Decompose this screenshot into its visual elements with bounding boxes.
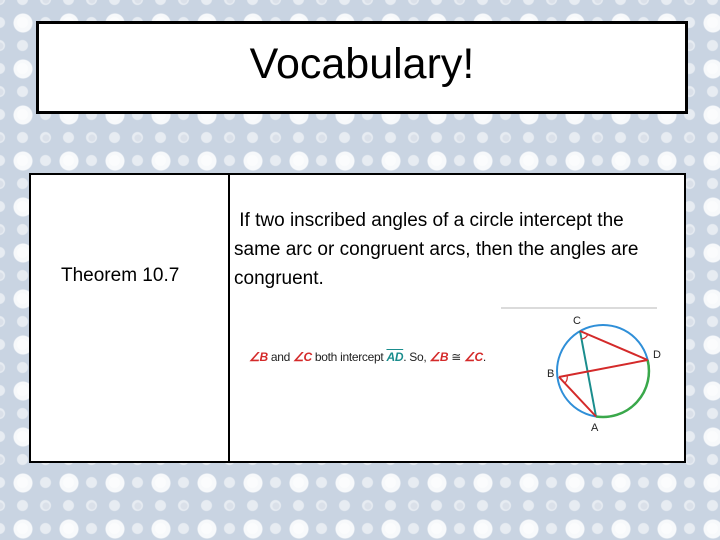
period: .: [482, 350, 486, 364]
angle-b: ∠B: [249, 350, 268, 364]
and-text: and: [267, 350, 294, 364]
theorem-definition: If two inscribed angles of a circle intercept the same arc or congruent arcs, then the angles are congruent.: [234, 210, 644, 289]
example-caption: [249, 350, 486, 364]
so-text: . So,: [403, 350, 430, 364]
angle-c-2: ∠C: [464, 350, 483, 364]
column-divider: [228, 175, 230, 461]
angle-c-mark: [582, 334, 589, 339]
point-c-label: C: [573, 315, 581, 327]
theorem-table: [29, 173, 686, 463]
chord-cd: [580, 331, 648, 360]
slide-title: Vocabulary!: [249, 40, 475, 88]
angle-c: ∠C: [293, 350, 312, 364]
chord-bd: [559, 360, 648, 377]
theorem-label: Theorem 10.7: [61, 265, 180, 286]
chord-ca: [580, 331, 596, 417]
circle-diagram: [497, 305, 677, 435]
point-a-label: A: [591, 422, 599, 434]
title-box: [36, 21, 688, 114]
angle-b-2: ∠B: [429, 350, 449, 364]
point-d-label: D: [653, 349, 661, 361]
intercept-text: both intercept: [311, 350, 387, 364]
point-b-label: B: [547, 368, 555, 380]
congruent-symbol: ≅: [448, 350, 465, 364]
arc-ad: $\overline{AD}$: [386, 350, 404, 364]
